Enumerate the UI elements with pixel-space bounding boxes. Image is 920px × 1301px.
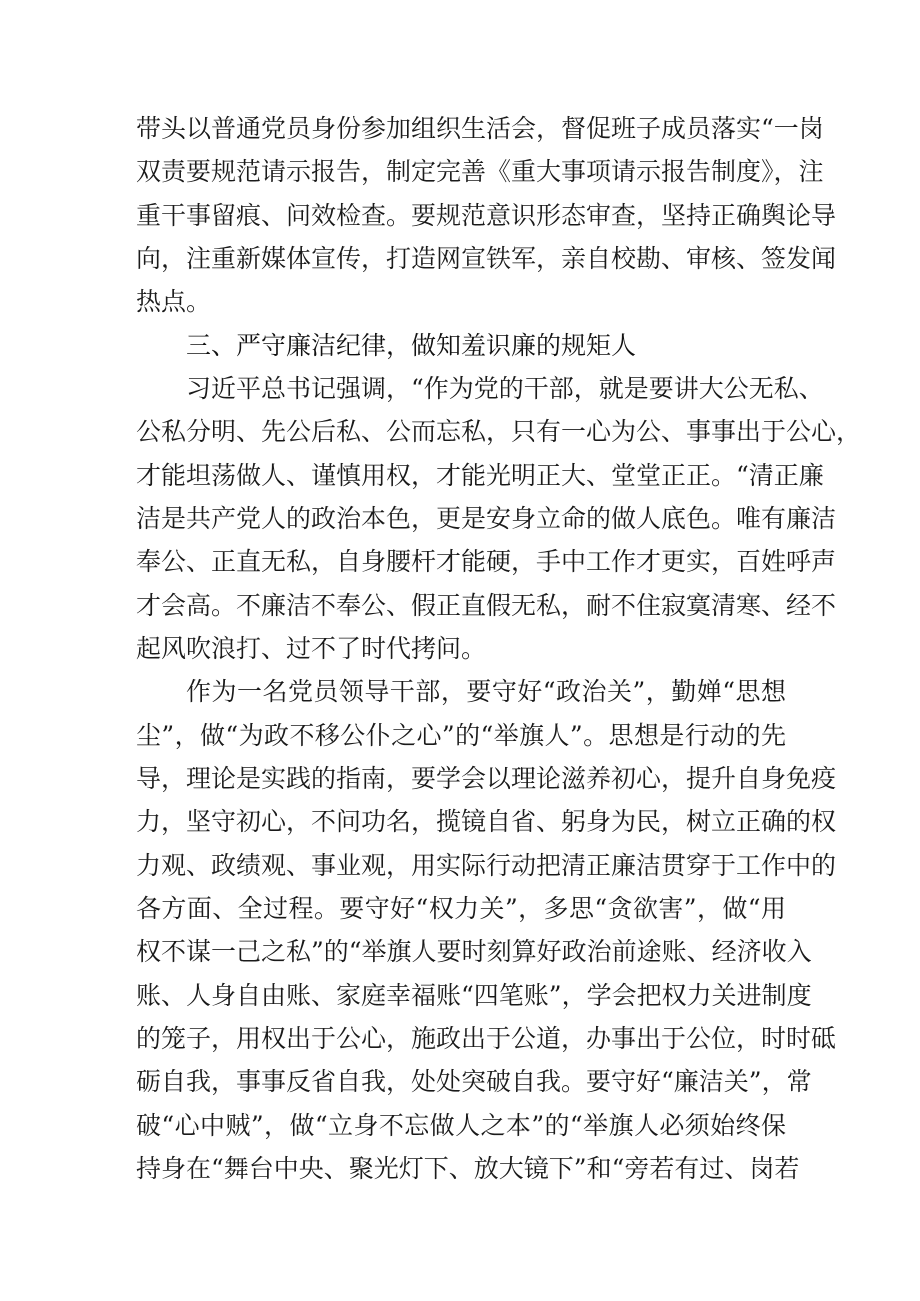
- paragraph-2-line-7: 起风吹浪打、过不了时代拷问。: [136, 634, 487, 663]
- paragraph-3-line-6: 各方面、全过程。要守好“权力关”，多思“贪欲害”，做“用: [136, 894, 786, 923]
- paragraph-3-line-10: 砺自我，事事反省自我，处处突破自我。要守好“廉洁关”，常: [136, 1067, 812, 1096]
- paragraph-3-line-12: 持身在“舞台中央、聚光灯下、放大镜下”和“旁若有过、岗若: [136, 1154, 800, 1183]
- paragraph-3-line-3: 导，理论是实践的指南，要学会以理论滋养初心，提升自身免疫: [136, 764, 837, 793]
- paragraph-1-line-1: 带头以普通党员身份参加组织生活会，督促班子成员落实“一岗: [136, 114, 824, 143]
- paragraph-2-line-4: 洁是共产党人的政治本色，更是安身立命的做人底色。唯有廉洁: [136, 504, 837, 533]
- paragraph-3-line-4: 力，坚守初心，不问功名，揽镜自省、躬身为民，树立正确的权: [136, 807, 837, 836]
- paragraph-1-line-5: 热点。: [136, 287, 212, 316]
- section-heading: 三、严守廉洁纪律，做知羞识廉的规矩人: [186, 331, 637, 360]
- paragraph-2-line-1: 习近平总书记强调，“作为党的干部，就是要讲大公无私、: [186, 374, 824, 403]
- paragraph-3-line-8: 账、人身自由账、家庭幸福账“四笔账”，学会把权力关进制度: [136, 981, 812, 1010]
- paragraph-2-line-5: 奉公、正直无私，自身腰杆才能硬，手中工作才更实，百姓呼声: [136, 547, 837, 576]
- paragraph-3-line-7: 权不谋一己之私”的“举旗人要时刻算好政治前途账、经济收入: [136, 937, 812, 966]
- paragraph-1-line-2: 双责要规范请示报告，制定完善《重大事项请示报告制度》，注: [136, 157, 824, 186]
- paragraph-3-line-1: 作为一名党员领导干部，要守好“政治关”，勤婵“思想: [186, 677, 786, 706]
- paragraph-2-line-3: 才能坦荡做人、谨慎用权，才能光明正大、堂堂正正。“清正廉: [136, 461, 824, 490]
- paragraph-3-line-9: 的笼子，用权出于公心，施政出于公道，办事出于公位，时时砥: [136, 1024, 837, 1053]
- paragraph-3-line-5: 力观、政绩观、事业观，用实际行动把清正廉洁贯穿于工作中的: [136, 851, 837, 880]
- paragraph-2-line-6: 才会高。不廉洁不奉公、假正直假无私，耐不住寂寞清寒、经不: [136, 591, 837, 620]
- paragraph-1-line-3: 重干事留痕、问效检查。要规范意识形态审查，坚持正确舆论导: [136, 201, 837, 230]
- paragraph-3-line-2: 尘”，做“为政不移公仆之心”的“举旗人”。思想是行动的先: [136, 721, 786, 750]
- paragraph-1-line-4: 向，注重新媒体宣传，打造网宣铁军，亲自校勘、审核、签发闻: [136, 244, 837, 273]
- paragraph-3-line-11: 破“心中贼”，做“立身不忘做人之本”的“举旗人必须始终保: [136, 1111, 786, 1140]
- paragraph-2-line-2: 公私分明、先公后私、公而忘私，只有一心为公、事事出于公心，: [136, 417, 862, 446]
